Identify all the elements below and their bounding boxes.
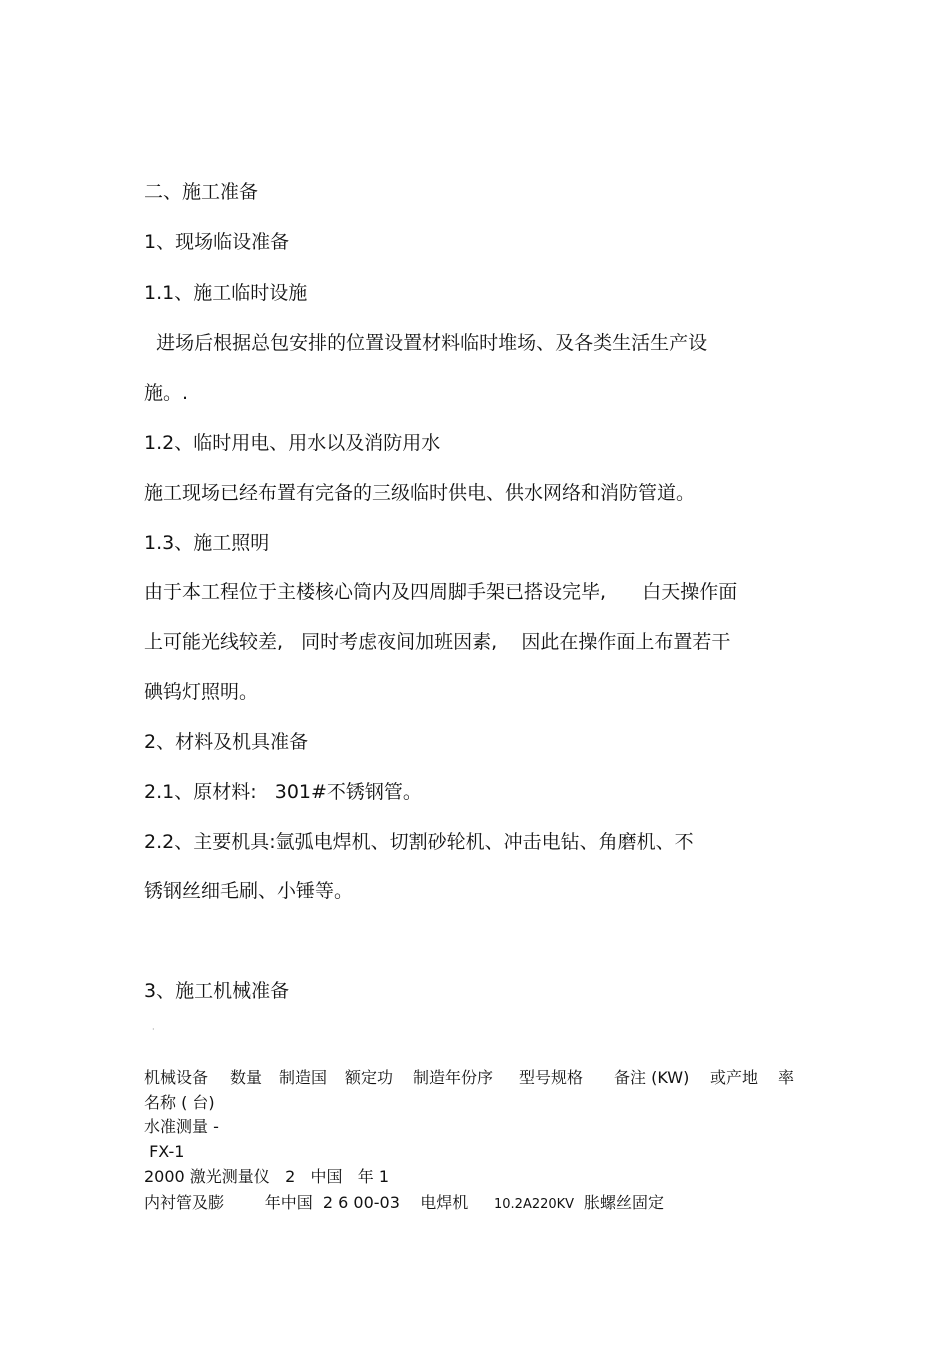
table-row-3-c: 胀螺丝固定	[584, 1193, 665, 1212]
header-note: 备注 (KW)	[614, 1068, 690, 1087]
header-year: 制造年份序	[413, 1068, 494, 1087]
section-1-3-paragraph-line-3: 碘钨灯照明。	[144, 681, 259, 703]
section-1-3-paragraph-line-2: 上可能光线较差, 同时考虑夜间加班因素, 因此在操作面上布置若干	[144, 631, 731, 653]
section-2-2-text-line-2: 锈钢丝细毛刷、小锤等。	[144, 880, 354, 902]
header-origin: 或产地	[710, 1068, 759, 1087]
section-3-title: 3、施工机械准备	[144, 980, 290, 1002]
stray-dot: ·	[152, 1025, 155, 1034]
header-model: 型号规格	[519, 1068, 584, 1087]
section-1-1-paragraph-line-2: 施。.	[144, 382, 189, 404]
section-2-title: 2、材料及机具准备	[144, 731, 309, 753]
section-2-2-text-line-1: 2.2、主要机具:氩弧电焊机、切割砂轮机、冲击电钻、角磨机、不	[144, 831, 694, 853]
section-1-1-title: 1.1、施工临时设施	[144, 282, 308, 304]
table-row-3-b: 10.2A220KV	[494, 1197, 575, 1212]
header-device: 机械设备	[144, 1068, 209, 1087]
header-country: 制造国	[279, 1068, 328, 1087]
table-row-3-a: 内衬管及膨 年中国 2 6 00-03 电焊机	[144, 1193, 469, 1212]
section-1-2-paragraph: 施工现场已经布置有完备的三级临时供电、供水网络和消防管道。	[144, 482, 696, 504]
header-quantity: 数量	[230, 1068, 263, 1087]
section-1-3-paragraph-line-1: 由于本工程位于主楼核心筒内及四周脚手架已搭设完毕, 白天操作面	[144, 581, 738, 603]
table-row-2: 2000 激光测量仪 2 中国 年 1	[144, 1167, 390, 1186]
table-row-1-a: 水准测量 -	[144, 1117, 219, 1136]
section-1-title: 1、现场临设准备	[144, 231, 290, 253]
header-rated-power: 额定功	[345, 1068, 394, 1087]
header-rate: 率	[778, 1068, 795, 1087]
section-1-1-paragraph-line-1: 进场后根据总包安排的位置设置材料临时堆场、及各类生活生产设	[144, 332, 708, 354]
section-1-2-title: 1.2、临时用电、用水以及消防用水	[144, 432, 441, 454]
section-heading-2: 二、施工准备	[144, 181, 259, 203]
table-row-1-b: FX-1	[144, 1142, 185, 1161]
section-2-1-text: 2.1、原材料: 301#不锈钢管。	[144, 781, 422, 803]
section-1-3-title: 1.3、施工照明	[144, 532, 270, 554]
header-name-unit: 名称 ( 台)	[144, 1093, 215, 1112]
